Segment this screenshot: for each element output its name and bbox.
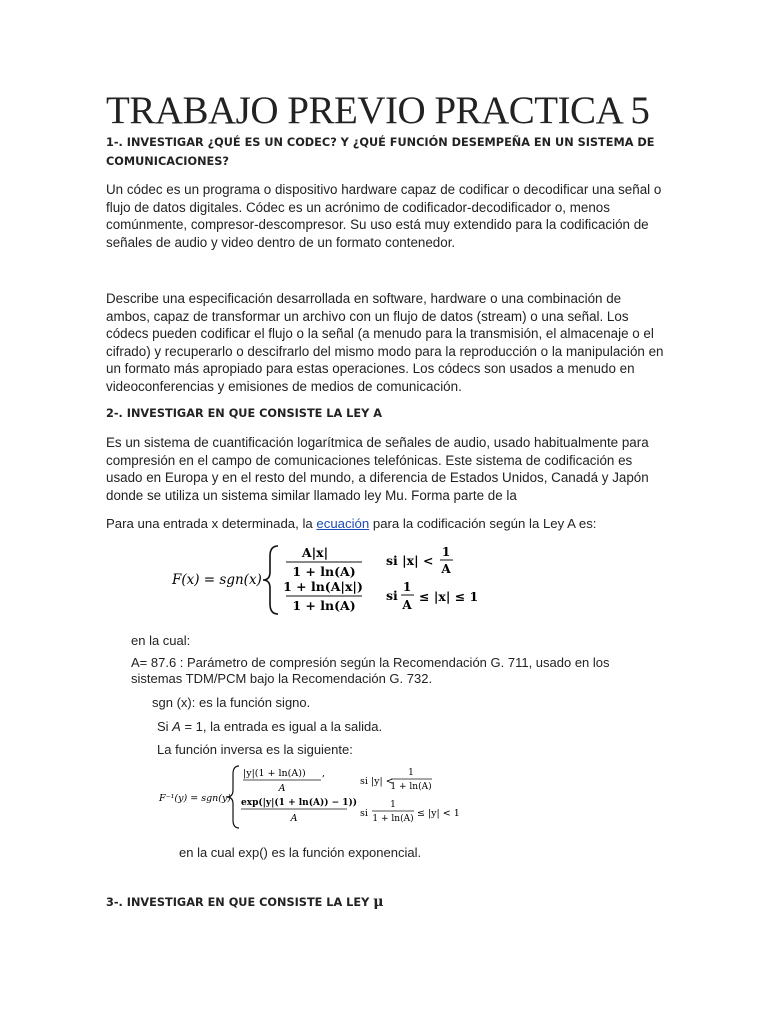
si-a-description: [157, 718, 382, 736]
eq1-case2-condition-suffix: ≤ |x| ≤ 1: [419, 589, 479, 604]
ecuacion-link[interactable]: ecuación: [316, 516, 370, 531]
section1-paragraph-1: Un códec es un programa o dispositivo hardware capaz de codificar o decodificar una señal o flujo de datos digitales. Códec es un acrónimo de codificador-decodificador o, menos comúnmente, compresor-descompresor. Su uso está muy extendido para la codificación de señales de audio y video dentro de un formato contenedor.: [106, 182, 662, 250]
eq1-case1-num: A|x|: [301, 545, 329, 560]
si-rest: = 1, la entrada es igual a la salida.: [180, 719, 383, 734]
eq1-case1-cond-num: 1: [441, 545, 451, 559]
sgn-symbol: sgn (x): [152, 695, 192, 710]
eq2-case2-cond-num: 1: [390, 800, 396, 810]
mu-symbol: μ: [373, 894, 384, 910]
sgn-text: : es la función signo.: [191, 695, 311, 710]
equation-intro-after: para la codificación según la Ley A es:: [369, 516, 597, 531]
section3-heading: [106, 893, 383, 912]
section2-heading: 2-. INVESTIGAR EN QUE CONSISTE LA LEY A: [106, 407, 382, 420]
eq1-case2-den: 1 + ln(A): [292, 598, 356, 613]
eq2-case2-condition-prefix: si: [360, 808, 368, 819]
section2-paragraph-1: Es un sistema de cuantificación logarítmica de señales de audio, usado habitualmente para compresión en el campo de comunicaciones telefónicas. Este sistema de codificación es usado en Europa y en el resto del mundo, a diferencia de Estados Unidos, Canadá y Japón donde se utiliza un sistema similar llamado ley Mu. Forma parte de la: [106, 435, 649, 503]
inverse-a-law-equation: [157, 764, 467, 834]
section1-heading: 1-. INVESTIGAR ¿QUÉ ES UN CODEC? Y ¿QUÉ FUNCIÓN DESEMPEÑA EN UN SISTEMA DE COMUNICACIONES?: [106, 136, 655, 168]
eq2-case1-cond-num: 1: [408, 768, 414, 778]
equation-intro-before: Para una entrada x determinada, la: [106, 516, 317, 531]
eq1-case2-condition-prefix: si: [386, 588, 398, 603]
eq2-case1-comma: ,: [322, 768, 326, 779]
inverse-a-law-equation-svg: [157, 764, 467, 830]
eq1-case1-cond-den: A: [441, 562, 451, 576]
a-law-equation: [170, 540, 490, 624]
sgn-description: [152, 694, 310, 712]
eq2-case1-cond-den: 1 + ln(A): [390, 782, 432, 792]
exp-note: en la cual exp() es la función exponencial.: [179, 845, 422, 860]
eq1-lhs: F(x) = sgn(x): [172, 572, 262, 588]
section1-paragraph-2: Describe una especificación desarrollada en software, hardware o una combinación de ambos, capaz de transformar un archivo con un flujo de datos (stream) o una señal. Los códecs pueden codificar el flujo o la señal (a menudo para la transmisión, el almacenaje o el cifrado) y recuperarlo o descifrarlo del mismo modo para la reproducción o la manipulación en un formato más apropiado para estas operaciones. Los códecs son usados a menudo en videoconferencias y emisiones de medios de comunicación.: [106, 291, 664, 394]
eq2-case2-num: exp(|y|(1 + ln(A)) − 1)): [241, 798, 358, 808]
eq1-case1-den: 1 + ln(A): [292, 564, 356, 579]
eq1-brace: [263, 546, 278, 614]
equation-intro: [106, 515, 596, 533]
eq2-lhs: F⁻¹(y) = sgn(y): [159, 793, 232, 804]
eq1-case2-num: 1 + ln(A|x|): [283, 579, 363, 594]
eq2-case1-den: A: [278, 783, 286, 794]
eq2-case1-condition: si |y| <: [360, 776, 394, 787]
si-prefix: Si: [157, 719, 173, 734]
a-law-equation-svg: [170, 540, 490, 620]
eq2-case1-num: |y|(1 + ln(A)): [243, 768, 306, 779]
document-title: TRABAJO PREVIO PRACTICA 5: [106, 89, 650, 132]
section3-heading-text: 3-. INVESTIGAR EN QUE CONSISTE LA LEY: [106, 896, 374, 909]
eq1-case2-cond-num: 1: [402, 580, 412, 594]
eq2-brace: [227, 766, 239, 828]
param-a-description: A= 87.6 : Parámetro de compresión según la Recomendación G. 711, usado en los sistemas TDM/PCM bajo la Recomendación G. 732.: [131, 655, 610, 686]
en-la-cual-label: en la cual:: [131, 633, 191, 648]
si-variable: A: [172, 719, 181, 734]
eq2-case2-den: A: [290, 813, 298, 824]
eq2-case2-condition-suffix: ≤ |y| < 1: [417, 808, 460, 819]
eq1-case1-condition: si |x| <: [386, 553, 434, 568]
eq1-case2-cond-den: A: [402, 598, 412, 612]
inverse-intro: La función inversa es la siguiente:: [157, 742, 353, 757]
eq2-case2-cond-den: 1 + ln(A): [372, 814, 414, 824]
